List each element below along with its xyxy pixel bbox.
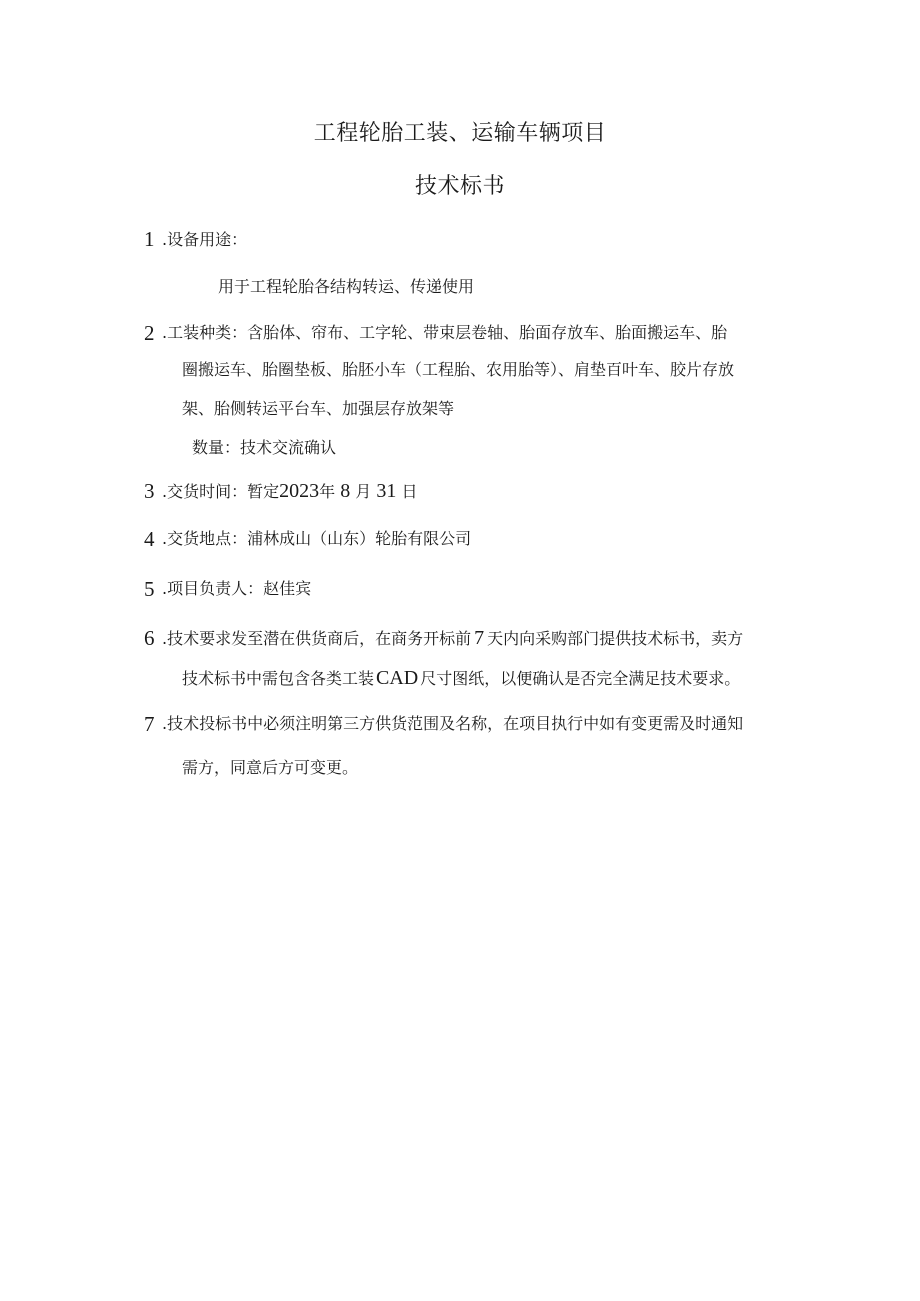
item-7-line-1: .技术投标书中必须注明第三方供货范围及名称，在项目执行中如有变更需及时通知 [162,714,744,733]
item-4-text: .交货地点：浦林成山（山东）轮胎有限公司 [162,529,472,548]
item-2-line-1: .工装种类：含胎体、帘布、工字轮、带束层卷轴、胎面存放车、胎面搬运车、胎 [162,323,728,342]
item-7-line-2: 需方，同意后方可变更。 [182,758,359,777]
item-7-number: 7 [144,712,155,736]
item-6-days: 7 [474,627,485,649]
item-2-line-3: 架、胎侧转运平台车、加强层存放架等 [182,399,455,418]
item-3-day: 31 [376,480,397,502]
item-5-text: .项目负责人：赵佳宾 [162,579,312,598]
item-1-number: 1 [144,227,155,251]
item-2-line-2: 圈搬运车、胎圈垫板、胎胚小车（工程胎、农用胎等）、肩垫百叶车、胶片存放 [182,360,735,379]
item-5-number: 5 [144,577,155,601]
item-2-number: 2 [144,321,155,345]
item-3-month: 8 [340,480,351,502]
item-6-number: 6 [144,626,155,650]
item-1-label: .设备用途： [162,230,248,249]
item-6-cad: CAD [376,667,419,689]
item-3-text: .交货时间：暂定2023年 8 月 31 日 [162,480,418,502]
item-6-line-1: .技术要求发至潜在供货商后，在商务开标前 7 天内向采购部门提供技术标书，卖方 [162,627,744,649]
item-6-line-2: 技术标书中需包含各类工装 CAD 尺寸图纸，以便确认是否完全满足技术要求。 [182,667,741,689]
item-2-quantity: 数量：技术交流确认 [192,438,337,457]
document-title: 工程轮胎工装、运输车辆项目 [313,121,607,146]
item-3-number: 3 [144,479,155,503]
item-3-year: 2023 [279,480,320,502]
item-1-detail: 用于工程轮胎各结构转运、传递使用 [218,277,475,296]
document-subtitle: 技术标书 [414,174,505,199]
item-4-number: 4 [144,527,155,551]
